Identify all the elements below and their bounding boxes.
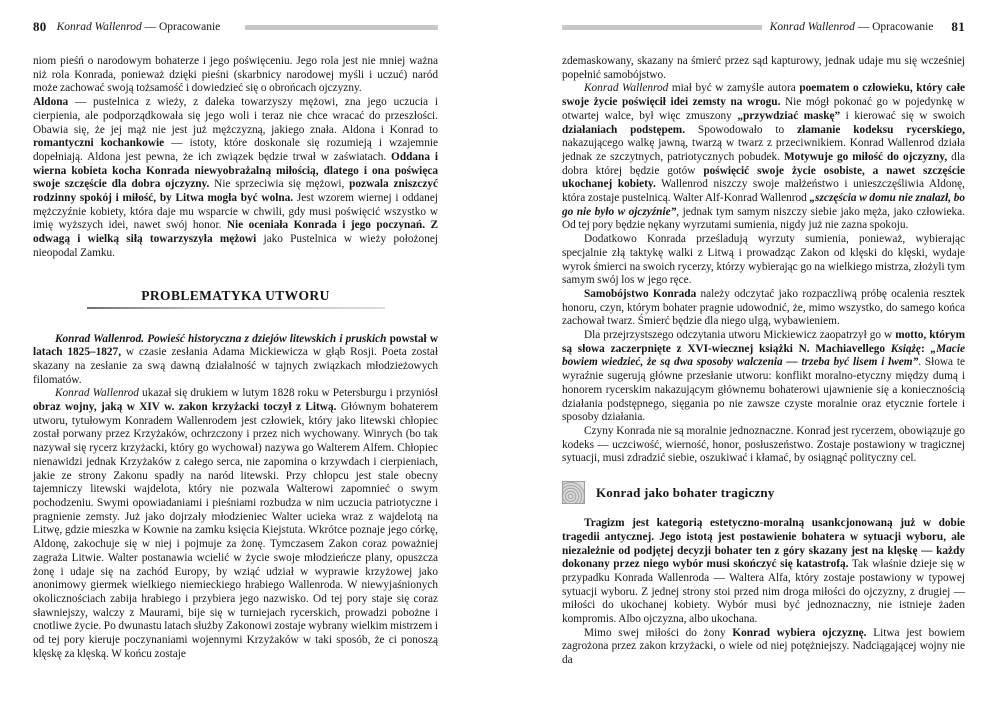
paragraph-remorse: Dodatkowo Konrada prześladują wyrzuty sumienia, ponieważ, wybierając specjalnie złą taktykę walki z Litwą i prowadząc Zakon od klęski do klęski, wydaje wyrok śmierci na swoich rycerzy, którzy wybierając go na wielkiego mistrza, złożyli tym samym swój los w jego ręce. bbox=[562, 233, 965, 287]
paragraph-aldona: Aldona — pustelnica z wieży, z daleka towarzyszy mężowi, zna jego uczucia i cierpienia, ale podporządkowała się jego woli i teraz nie chce wracać do przeszłości. Obawia się, że jej mąż nie jest już mężczyzną, jakiego znała. Aldona i Konrad to romantyczni kochankowie — istoty, które doskonale się rozumieją i wzajemnie dopełniają. Aldona jest pewna, że ich związek będzie trwał w zaświatach. Oddana i wierna kobieta kocha Konrada niewyobrażalną miłością, dlatego i ona poświęca swoje szczęście dla dobra ojczyzny. Nie sprzeciwia się mężowi, pozwala zniszczyć rodzinny spokój i miłość, by Litwa mogła być wolna. Jest wzorem wiernej i oddanej mężczyźnie kobiety, która daje mu wsparcie w chwili, gdy musi poświęcić wszystko w imię wyższych idei, nawet swój honor. Nie oceniała Konrada i jego poczynań. Z odwagą i wielką siłą towarzyszyła mężowi jako Pustelnica w wieży położonej nieopodal Zamku. bbox=[33, 96, 439, 259]
running-title-right bbox=[770, 21, 934, 33]
running-title-left bbox=[57, 21, 221, 33]
section-heading: PROBLEMATYKA UTWORU bbox=[141, 287, 330, 303]
paragraph-moral-ambiguity: Czyny Konrada nie są moralnie jednoznaczne. Konrad jest rycerzem, obowiązuje go kodeks — uczciwość, wierność, honor, posłuszeństwo. Zostaje postawiony w tragicznej sytuacji, musi zdradzić siebie, oszukiwać i kłamać, by osiągnąć polityczny cel. bbox=[562, 424, 965, 465]
paragraph-tragic-hero: Tragizm jest kategorią estetyczno-moralną usankcjonowaną już w dobie tragedii antycznej. Jego istotą jest postawienie bohatera w sytuacji wyboru, ale niezależnie od podjętej decyzji bohater ten z góry skazany jest na klęskę — każdy dokonany przez niego wybór musi skończyć się katastrofą. Tak właśnie dzieje się w przypadku Konrada Wallenroda — Waltera Alfa, który zostaje postawiony w typowej sytuacji wyboru. Z jednej strony stoi przed nim droga miłości do ojczyzny, z drugiej — miłości do ukochanej kobiety. Wybór musi być jednoznaczny, nie istnieje żaden kompromis. Albo ojczyzna, albo ukochana. bbox=[562, 517, 965, 626]
paragraph-plot-summary: Konrad Wallenrod ukazał się drukiem w lutym 1828 roku w Petersburgu i przyniósł obraz wojny, jaką w XIV w. zakon krzyżacki toczył z Litwą. Głównym bohaterem utworu, tytułowym Konradem Wallenrodem jest człowiek, który jako litewski chłopiec został porwany przez Krzyżaków, ochrzczony i przez nich wychowany. Winrych (bo tak nazywał się rycerz krzyżacki, który go wychował) nazywa go Walterem Alfem. Chłopiec nienawidzi jednak Krzyżaków z całego serca, nie zapomina o krzywdach i cierpieniach, jakie ze strony Zakonu spadły na naród litewski. Przy chłopcu jest stale obecny tajemniczy litewski wajdelota, który nie pozwala Walterowi zapomnieć o swym pochodzeniu. Swymi opowiadaniami i pieśniami rozbudza w nim uczucia patriotyczne i pragnienie zemsty. Już jako dojrzały młodzieniec Walter ucieka wraz z wajdelotą na Litwę, gdzie mieszka w Kownie na zamku księcia Kiejstuta. Wkrótce poznaje jego córkę, Aldonę, zakochuje się w niej i pojmuje za żonę. Tymczasem Zakon coraz poważniej zagraża Litwie. Walter postanawia wcielić w życie swoje młodzieńcze plany, opuszcza żonę i udaje się na zachód Europy, by wziąć udział w wyprawie krzyżowej jako anonimowy giermek wielkiego niemieckiego hrabiego Wallenroda. W niewyjaśnionych okolicznościach zabija hrabiego i przybiera jego nazwisko. Od tej pory staje się coraz sławniejszy, walczy z Maurami, bije się w turniejach rycerskich, prowadzi pobożne i cnotliwe życie. Po dwunastu latach służby Zakonowi zostaje wybrany wielkim mistrzem i od tej pory kieruje poczynaniami wojennymi Krzyżaków w taki sposób, że ci ponoszą klęskę za klęską. W końcu zostaje bbox=[33, 387, 439, 660]
running-title-book: Konrad Wallenrod bbox=[56, 21, 142, 33]
running-title-suffix: — Opracowanie bbox=[141, 21, 221, 33]
page-number-right: 81 bbox=[951, 19, 965, 34]
running-header-left bbox=[33, 20, 438, 34]
paragraph-choice: Mimo swej miłości do żony Konrad wybiera ojczyznę. Litwa jest bowiem zagrożona przez zakon krzyżacki, o wiele od niej potężniejszy. Nadciągającej wojny nie da bbox=[562, 626, 966, 667]
page-right bbox=[500, 0, 1000, 712]
header-rule-right bbox=[562, 25, 762, 30]
paragraph-continuation: niom pieśń o narodowym bohaterze i jego poświęceniu. Jego rola jest nie mniej ważna niż rola Konrada, ponieważ dzięki pieśni (skarbnicy narodowej myśli i uczuć) naród może zachować swoją tożsamość i dowiedzieć się o obrońcach ojczyzny. bbox=[33, 55, 438, 95]
running-title-book: Konrad Wallenrod bbox=[769, 21, 855, 33]
page-number-left: 80 bbox=[33, 19, 47, 34]
paragraph-suicide: Samobójstwo Konrada należy odczytać jako rozpaczliwą próbę ocalenia resztek honoru, czyn, którym bohater pragnie udowodnić, że, mimo wszystko, do samego końca zachował twarz. Śmierć będzie dla niego ulgą, wybawieniem. bbox=[562, 287, 965, 328]
paragraph-genesis: Konrad Wallenrod. Powieść historyczna z dziejów litewskich i pruskich powstał w latach 1825–1827, w czasie zesłania Adama Mickiewicza w głąb Rosji. Poeta został skazany na zesłanie za swą dawną działalność w tajnych związkach młodzieżowych filomatów. bbox=[33, 332, 438, 386]
paragraph-motto: Dla przejrzystszego odczytania utworu Mickiewicz zaopatrzył go w motto, którym są słowa zaczerpnięte z XVI-wiecznej książki N. Machiavellego Książę: „Macie bowiem wiedzieć, że są dwa sposoby walczenia — trzeba być lisem i lwem”. Słowa te wyraźnie sugerują główne przesłanie utworu: konflikt moralno-etyczny między dumą i honorem rycerskim nakazującym głównemu bohaterowi ujawnienie się a koniecznością działania podstępnego, sięgania po nie zawsze czyste moralnie oraz etycznie fortele i sposoby działania. bbox=[562, 329, 965, 424]
header-rule-left bbox=[245, 25, 438, 30]
paragraph-poem-idea: Konrad Wallenrod miał być w zamyśle autora poematem o człowieku, który całe swoje życie poświęcił idei zemsty na wrogu. Nie mógł pokonać go w pojedynkę w otwartej walce, był więc zmuszony „przywdziać maskę” i kierować się w swoich działaniach podstępem. Spowodowało to złamanie kodeksu rycerskiego, nakazującego walkę jawną, twarzą w twarz z przeciwnikiem. Konrad Wallenrod działa jednak ze szczytnych, patriotycznych pobudek. Motywuje go miłość do ojczyzny, dla dobra której będzie gotów poświęcić swoje życie osobiste, a nawet szczęście ukochanej kobiety. Wallenrod niszczy swoje małżeństwo i unieszczęśliwia Aldonę, która zostaje pustelnicą. Walter Alf-Konrad Wallenrod „szczęścia w domu nie znalazł, bo go nie było w ojczyźnie”, jednak tym samym niszczy siebie jako męża, jako człowieka. Od tej pory będzie nękany wyrzutami sumienia, nigdy już nie zazna spokoju. bbox=[562, 82, 966, 232]
section-heading-rule bbox=[87, 307, 385, 309]
subsection-heading: Konrad jako bohater tragiczny bbox=[596, 484, 775, 500]
subsection-heading-row bbox=[562, 481, 965, 504]
ornament-icon bbox=[562, 481, 585, 504]
running-header-right bbox=[562, 20, 965, 34]
paragraph-continuation: zdemaskowany, skazany na śmierć przez sąd kapturowy, jednak udaje mu się wcześniej popełnić samobójstwo. bbox=[562, 55, 965, 81]
running-title-suffix: — Opracowanie bbox=[854, 21, 934, 33]
